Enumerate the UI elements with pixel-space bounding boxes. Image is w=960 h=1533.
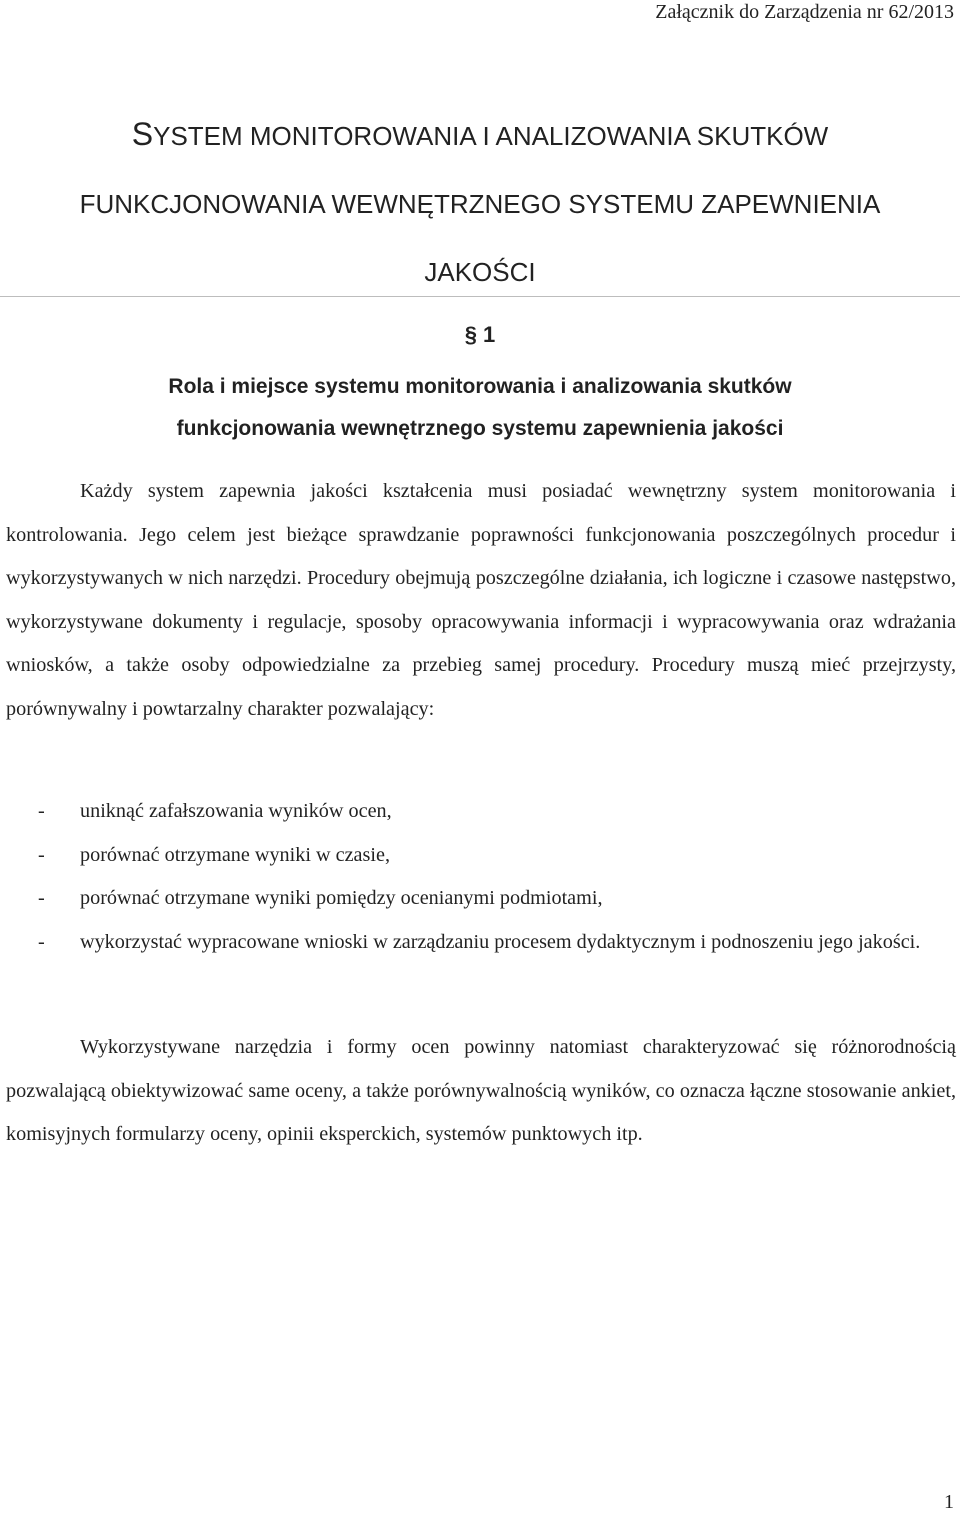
title-line-1 bbox=[0, 100, 960, 170]
title-line-1-rest: YSTEM MONITOROWANIA I ANALIZOWANIA SKUTKÓW bbox=[153, 121, 829, 151]
list-item-text: porównać otrzymane wyniki w czasie, bbox=[80, 843, 390, 866]
purpose-list bbox=[6, 790, 956, 964]
list-dash: - bbox=[38, 930, 45, 953]
title-line-2: FUNKCJONOWANIA WEWNĘTRZNEGO SYSTEMU ZAPEWNIENIA bbox=[79, 189, 881, 219]
list-item-text: uniknąć zafałszowania wyników ocen, bbox=[80, 800, 392, 822]
title-line-3: JAKOŚCI bbox=[424, 257, 536, 287]
paragraph-tools: Wykorzystywane narzędzia i formy ocen powinny natomiast charakteryzować się różnorodnością pozwalającą obiektywizować same oceny, a także porównywalnością wyników, co oznacza łączne stosowanie ankiet, komisyjnych formularzy oceny, opinii eksperckich, systemów punktowych itp. bbox=[6, 1036, 956, 1145]
title-initial: S bbox=[131, 116, 154, 152]
attachment-note: Załącznik do Zarządzenia nr 62/2013 bbox=[655, 1, 954, 23]
list-dash: - bbox=[38, 843, 45, 866]
list-item bbox=[6, 877, 956, 921]
section-number: § 1 bbox=[464, 322, 496, 347]
document-title bbox=[0, 100, 960, 306]
page-number: 1 bbox=[944, 1491, 954, 1513]
list-item bbox=[6, 790, 956, 834]
list-dash: - bbox=[38, 887, 45, 909]
paragraph-intro: Każdy system zapewnia jakości kształcenia musi posiadać wewnętrzny system monitorowania i kontrolowania. Jego celem jest bieżące sprawdzanie poprawności funkcjonowania poszczególnych procedur i wykorzystywanych w nich narzędzi. Procedury obejmują poszczególne działania, ich logiczne i czasowe następstwo, wykorzystywane dokumenty i regulacje, sposoby opracowywania informacji i wypracowywania oraz wdrażania wniosków, a także osoby odpowiedzialne za przebieg samej procedury. Procedury muszą mieć przejrzysty, porównywalny i powtarzalny charakter pozwalający: bbox=[6, 480, 956, 720]
title-divider bbox=[0, 296, 960, 297]
section-heading-line-1: Rola i miejsce systemu monitorowania i analizowania skutków bbox=[168, 375, 792, 398]
list-item bbox=[6, 921, 956, 965]
list-item bbox=[6, 834, 956, 878]
list-item-text: porównać otrzymane wyniki pomiędzy ocenianymi podmiotami, bbox=[80, 887, 603, 909]
list-item-text: wykorzystać wypracowane wnioski w zarządzaniu procesem dydaktycznym i podnoszeniu jego jakości. bbox=[80, 930, 921, 953]
section-heading-line-2: funkcjonowania wewnętrznego systemu zapewnienia jakości bbox=[176, 417, 784, 440]
section-heading bbox=[0, 366, 960, 450]
list-dash: - bbox=[38, 800, 45, 822]
